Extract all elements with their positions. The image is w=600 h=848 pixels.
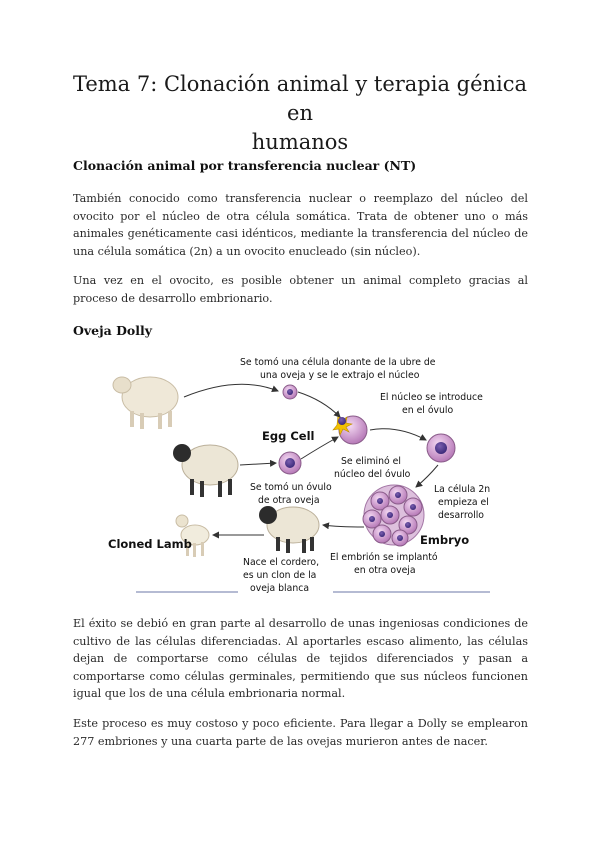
- label-udder-line2: una oveja y se le extrajo el núcleo: [260, 370, 420, 381]
- paragraph-nt-definition: También conocido como transferencia nuclear o reemplazo del núcleo del ovocito por el núcleo de otra célula somática. Trata de obtener uno o más animales genéticamente casi idénticos, mediante la transferencia del núcleo de una célula somática (2n) a un ovocito enucleado (sin núcleo).: [73, 192, 528, 258]
- white-sheep-donor: [113, 377, 178, 429]
- label-nucleus-line2: en el óvulo: [402, 405, 454, 416]
- surrogate-sheep: [259, 506, 319, 553]
- embryo-cluster: [363, 485, 424, 546]
- label-removed-line1: Se eliminó el: [341, 456, 401, 467]
- label-2n-line1: La célula 2n: [434, 484, 491, 495]
- label-ovum-line2: de otra oveja: [258, 495, 320, 506]
- label-implanted-line2: en otra oveja: [354, 565, 416, 576]
- paragraph-dolly-success: El éxito se debió en gran parte al desarrollo de unas ingeniosas condiciones de cultivo de las células diferenciadas. Al aportarles escaso alimento, las células dejan de comportarse como células de tejidos diferenciados y pasan a comportarse como células germinales, permitiendo que sus núcleos funcionen igual que los de una célula embrionaria normal.: [73, 617, 528, 701]
- paragraph-nt-development: Una vez en el ovocito, es posible obtener un animal completo gracias al proceso de desarrollo embrionario.: [73, 274, 528, 305]
- label-ovum-line1: Se tomó un óvulo: [250, 482, 332, 493]
- cell-2n: [427, 434, 455, 462]
- section-heading-nt: Clonación animal por transferencia nuclear (NT): [73, 158, 417, 173]
- label-born-line1: Nace el cordero,: [243, 557, 320, 568]
- label-implanted-line1: El embrión se implantó: [330, 552, 438, 563]
- label-removed-line2: núcleo del óvulo: [334, 469, 411, 480]
- dolly-cloning-diagram: [98, 345, 498, 595]
- label-2n-line3: desarrollo: [438, 510, 484, 521]
- section-heading-dolly: Oveja Dolly: [73, 323, 153, 338]
- label-born-line2: es un clon de la: [243, 570, 317, 581]
- label-cloned-lamb: Cloned Lamb: [108, 537, 192, 551]
- paragraph-dolly-efficiency: Este proceso es muy costoso y poco eficiente. Para llegar a Dolly se emplearon 277 embriones y una cuarta parte de las ovejas murieron antes de nacer.: [73, 717, 528, 748]
- blackface-sheep-egg-donor: [173, 444, 238, 497]
- somatic-donor-cell: [283, 385, 297, 399]
- label-egg-cell: Egg Cell: [262, 429, 315, 443]
- title-line-1: Tema 7: Clonación animal y terapia génica en: [72, 72, 528, 125]
- label-born-line3: oveja blanca: [250, 583, 310, 594]
- page-title: [60, 70, 540, 157]
- title-line-2: humanos: [251, 130, 349, 154]
- label-nucleus-line1: El núcleo se introduce: [380, 392, 483, 403]
- label-2n-line2: empieza el: [438, 497, 489, 508]
- egg-cell-fusion: [333, 415, 367, 444]
- label-udder-line1: Se tomó una célula donante de la ubre de: [240, 357, 436, 368]
- ovum-cell: [279, 452, 301, 474]
- label-embryo: Embryo: [420, 533, 470, 547]
